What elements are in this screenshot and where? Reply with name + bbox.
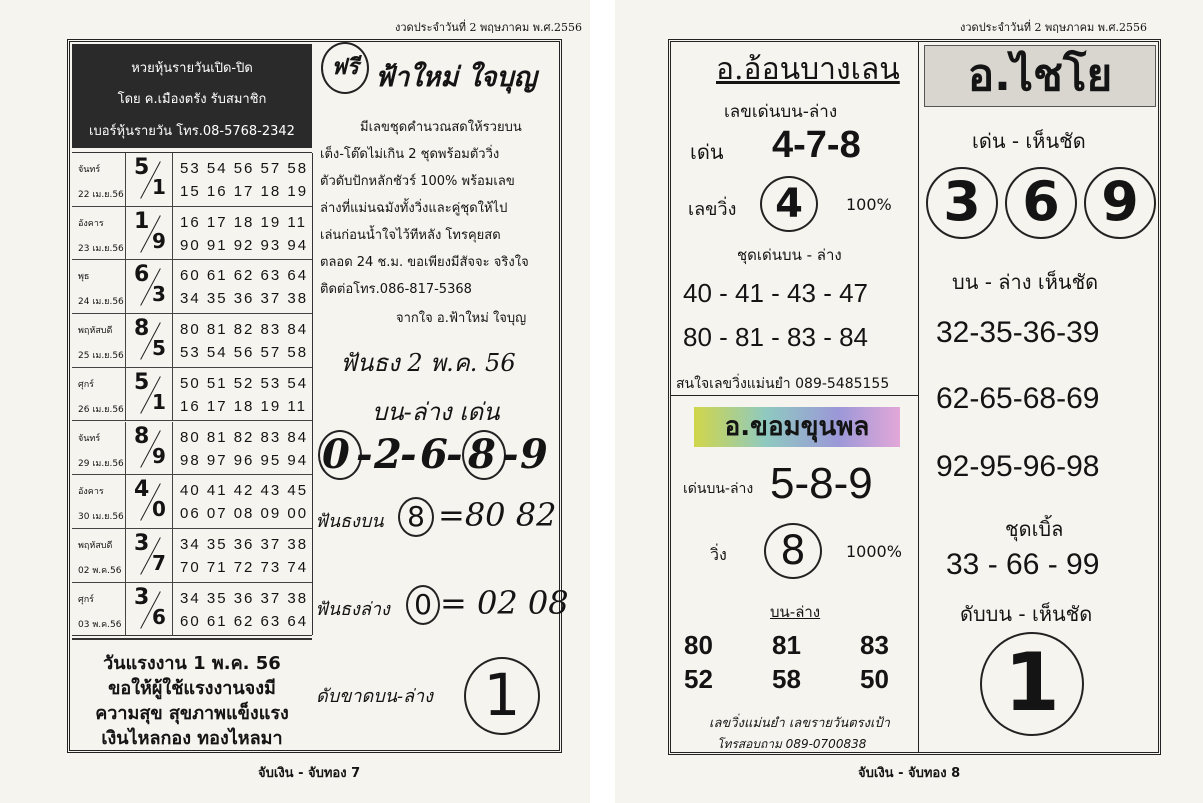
table-row [72, 260, 312, 314]
a-khom-num: 81 [772, 630, 801, 660]
row-digit-top: 3 [134, 584, 150, 610]
row-day: จันทร์ [78, 433, 101, 444]
row-day: พฤหัสบดี [78, 326, 113, 337]
row-numbers-top: 60 61 62 63 64 [180, 267, 309, 285]
a-chaiyo-circle: 9 [1084, 167, 1156, 239]
free-title: ฟ้าใหม่ ใจบุญ [375, 62, 537, 93]
row-numbers-top: 80 81 82 83 84 [180, 428, 309, 446]
row-numbers-bottom: 90 91 92 93 94 [180, 236, 309, 254]
a-khom-run-label: วิ่ง [710, 545, 727, 564]
hand-digit: 0 [322, 431, 350, 478]
a-on-lead-value: 4-7-8 [772, 124, 861, 166]
table-row [72, 207, 312, 261]
cell-divider [172, 583, 173, 637]
a-chaiyo-line-2: 62-65-68-69 [936, 382, 1100, 415]
row-digit-top: 6 [134, 262, 150, 288]
row-digit-pair [132, 260, 168, 313]
ad-line-1: หวยหุ้นรายวันเปิด-ปิด [131, 61, 253, 76]
paragraph-line-5: เล่นก่อนน้ำใจไว้ทีหลัง โทรคุยสด [320, 228, 501, 243]
ad-line-3: เบอร์หุ้นรายวัน โทร.08-5768-2342 [89, 124, 295, 139]
row-numbers-bottom: 70 71 72 73 74 [180, 558, 309, 576]
row-numbers-top: 80 81 82 83 84 [180, 321, 309, 339]
row-digit-pair [132, 314, 168, 367]
paragraph-line-4: ล่างที่แม่นฉมังทั้งวิ่งและคู่ชุดให้ไป [320, 201, 508, 216]
row-date: 23 เม.ย.56 [78, 243, 124, 254]
table-row [72, 368, 312, 422]
row-digit-pair [132, 207, 168, 260]
a-on-title: อ.อ้อนบางเลน [716, 52, 900, 87]
a-on-lead-label: เด่น [690, 140, 724, 164]
cell-divider [125, 475, 126, 528]
page-header: งวดประจำวันที่ 2 พฤษภาคม พ.ศ.2556 [395, 21, 582, 34]
table-row [72, 153, 312, 207]
cell-divider [125, 422, 126, 475]
a-khom-num: 50 [860, 664, 889, 694]
page-footer: จับเงิน - จับทอง 8 [858, 766, 961, 781]
row-day: ศุกร์ [78, 594, 94, 605]
cell-divider [172, 368, 173, 421]
a-chaiyo-circle: 3 [926, 167, 998, 239]
a-chaiyo-tb-label: บน - ล่าง เห็นชัด [952, 270, 1099, 294]
row-numbers-top: 16 17 18 19 11 [180, 213, 307, 231]
labor-line-1: วันแรงงาน 1 พ.ค. 56 [103, 653, 281, 674]
row-digit-bottom: 1 [152, 175, 166, 199]
cell-divider [125, 153, 126, 206]
a-khom-tb-label: บน-ล่าง [770, 603, 821, 621]
paragraph-line-2: เต็ง-โต๊ดไม่เกิน 2 ชุดพร้อมตัววิ่ง [320, 147, 500, 162]
ad-line-2: โดย ค.เมืองตรัง รับสมาชิก [117, 92, 267, 107]
paragraph-line-7: ติดต่อโทร.086-817-5368 [320, 282, 472, 297]
row-date: 29 เม.ย.56 [78, 458, 124, 469]
row-numbers-top: 40 41 42 43 45 [180, 482, 309, 500]
a-khom-lead-value: 5-8-9 [770, 459, 873, 508]
cell-divider [125, 583, 126, 637]
row-numbers-bottom: 60 61 62 63 64 [180, 612, 309, 630]
a-khom-num: 52 [684, 664, 713, 694]
cell-divider [125, 529, 126, 582]
upper-value: =80 82 [438, 496, 557, 534]
a-on-run-pct: 100% [846, 195, 892, 214]
row-digit-bottom: 3 [152, 282, 166, 307]
row-digit-pair [132, 475, 168, 528]
cell-divider [172, 207, 173, 260]
row-digit-top: 8 [134, 316, 150, 342]
cell-divider [125, 207, 126, 260]
row-digit-top: 4 [134, 477, 150, 503]
row-date: 24 เม.ย.56 [78, 297, 124, 308]
row-numbers-bottom: 06 07 08 09 00 [180, 505, 309, 523]
table-row [72, 583, 312, 637]
row-digit-bottom: 0 [152, 497, 166, 522]
row-digit-bottom: 1 [152, 389, 166, 414]
a-khom-lead-label: เด่นบน-ล่าง [683, 481, 754, 497]
row-date: 26 เม.ย.56 [78, 404, 124, 415]
row-digit-bottom: 9 [152, 443, 166, 468]
cell-divider [125, 260, 126, 313]
a-chaiyo-cut-digit: 1 [980, 632, 1084, 736]
row-numbers-top: 50 51 52 53 54 [180, 374, 309, 392]
hand-top-bottom-label: บน-ล่าง เด่น [372, 398, 500, 426]
table-row [72, 422, 312, 476]
table-right-border [312, 153, 313, 635]
row-date: 22 เม.ย.56 [78, 190, 124, 200]
row-date: 30 เม.ย.56 [78, 512, 124, 523]
page-footer: จับเงิน - จับทอง 7 [258, 766, 361, 781]
cell-divider [172, 529, 173, 582]
row-numbers-bottom: 53 54 56 57 58 [180, 344, 309, 362]
row-numbers-bottom: 98 97 96 95 94 [180, 451, 309, 469]
a-chaiyo-double-label: ชุดเบิ้ล [1005, 517, 1064, 541]
cell-divider [172, 260, 173, 313]
table-row [72, 475, 312, 529]
signature: จากใจ อ.ฟ้าใหม่ ใจบุญ [396, 311, 527, 326]
lower-value: = 02 08 [440, 584, 569, 622]
hand-digit: 9 [520, 431, 548, 478]
table-row [72, 314, 312, 368]
a-chaiyo-line-1: 32-35-36-39 [936, 316, 1100, 349]
upper-digit-circle: 8 [398, 497, 434, 537]
row-numbers-top: 34 35 36 37 38 [180, 535, 309, 553]
hand-digit: 6 [420, 431, 448, 478]
a-on-set-label: ชุดเด่นบน - ล่าง [737, 246, 842, 264]
a-khom-num: 58 [772, 664, 801, 694]
cell-divider [172, 153, 173, 206]
hand-digit: 2 [374, 431, 402, 478]
a-khom-num: 80 [684, 630, 713, 660]
a-on-contact: สนใจเลขวิ่งแม่นยำ 089-5485155 [676, 376, 890, 392]
a-on-subtitle: เลขเด่นบน-ล่าง [724, 102, 838, 122]
cut-label: ดับขาดบน-ล่าง [316, 686, 433, 707]
hand-dash: - [356, 431, 373, 478]
column-divider [918, 42, 919, 752]
row-digit-top: 5 [134, 155, 150, 180]
row-numbers-top: 34 35 36 37 38 [180, 589, 309, 607]
row-day: ศุกร์ [78, 379, 94, 390]
cell-divider [172, 475, 173, 528]
row-digit-pair [132, 368, 168, 421]
row-date: 03 พ.ค.56 [78, 619, 122, 630]
row-numbers-bottom: 15 16 17 18 19 [180, 183, 309, 200]
row-day: อังคาร [78, 218, 104, 229]
paragraph-line-3: ตัวดับปักหลักชัวร์ 100% พร้อมเลข [320, 174, 515, 189]
row-digit-bottom: 9 [152, 228, 166, 253]
section-divider [671, 395, 918, 396]
a-chaiyo-title: อ.ไชโย [924, 45, 1156, 107]
stats-table [72, 152, 312, 636]
a-khom-title: อ.ขอมขุนพล [694, 407, 900, 447]
cell-divider [125, 368, 126, 421]
labor-line-3: ความสุข สุขภาพแข็งแรง [95, 703, 289, 724]
labor-day-box [72, 638, 312, 748]
row-numbers-bottom: 16 17 18 19 11 [180, 397, 307, 415]
a-chaiyo-double-value: 33 - 66 - 99 [946, 548, 1100, 581]
paragraph-line-1: มีเลขชุดคำนวณสดให้รวยบน [360, 120, 522, 135]
a-chaiyo-line-3: 92-95-96-98 [936, 450, 1100, 483]
upper-label: ฟันธงบน [315, 511, 384, 532]
hand-digit: 8 [468, 431, 496, 478]
row-digit-bottom: 5 [152, 336, 166, 361]
row-digit-bottom: 6 [152, 604, 166, 629]
hand-date: ฟันธง 2 พ.ค. 56 [340, 349, 516, 377]
cell-divider [172, 314, 173, 367]
labor-line-2: ขอให้ผู้ใช้แรงงานจงมี [108, 678, 276, 699]
a-on-set-2: 80 - 81 - 83 - 84 [683, 322, 868, 352]
row-digit-top: 5 [134, 369, 150, 395]
cell-divider [125, 314, 126, 367]
row-numbers-top: 53 54 56 57 58 [180, 160, 309, 177]
table-row [72, 529, 312, 583]
a-on-run-label: เลขวิ่ง [688, 199, 737, 220]
hand-dash: - [502, 431, 519, 478]
free-badge: ฟรี [321, 42, 369, 94]
a-khom-run-digit: 8 [764, 523, 822, 579]
row-date: 25 เม.ย.56 [78, 351, 124, 362]
page-header: งวดประจำวันที่ 2 พฤษภาคม พ.ศ.2556 [960, 21, 1147, 34]
a-chaiyo-circle: 6 [1005, 167, 1077, 239]
a-chaiyo-cut-label: ดับบน - เห็นชัด [960, 602, 1093, 626]
a-chaiyo-lead-label: เด่น - เห็นชัด [972, 129, 1086, 153]
lower-label: ฟันธงล่าง [315, 599, 390, 620]
row-digit-pair [132, 529, 168, 582]
row-day: พฤหัสบดี [78, 540, 113, 551]
labor-line-4: เงินไหลกอง ทองไหลมา [101, 728, 283, 749]
a-on-set-1: 40 - 41 - 43 - 47 [683, 278, 868, 308]
row-date: 02 พ.ค.56 [78, 565, 122, 576]
hand-dash: - [446, 431, 463, 478]
a-on-run-digit: 4 [760, 176, 818, 232]
page-gutter [590, 0, 615, 803]
cell-divider [172, 422, 173, 475]
paragraph-line-6: ตลอด 24 ช.ม. ขอเพียงมีสัจจะ จริงใจ [320, 255, 529, 270]
stock-ad-box [72, 44, 312, 148]
row-digit-pair [132, 583, 168, 637]
row-digit-bottom: 7 [152, 550, 166, 575]
a-khom-num: 83 [860, 630, 889, 660]
a-khom-run-pct: 1000% [846, 542, 902, 561]
row-numbers-bottom: 34 35 36 37 38 [180, 290, 309, 308]
cut-digit-circle: 1 [464, 657, 540, 735]
row-day: อังคาร [78, 487, 104, 498]
row-day: จันทร์ [78, 165, 101, 175]
a-khom-note: เลขวิ่งแม่นยำ เลขรายวันตรงเป้า [709, 716, 890, 731]
lower-digit-circle: 0 [406, 585, 440, 625]
row-digit-top: 1 [134, 208, 150, 234]
row-digit-top: 8 [134, 423, 150, 449]
row-digit-top: 3 [134, 530, 150, 556]
row-digit-pair [132, 422, 168, 475]
hand-dash: - [400, 431, 417, 478]
left-page [0, 0, 590, 803]
row-day: พุธ [78, 272, 90, 283]
row-digit-pair [132, 153, 168, 206]
a-khom-phone: โทรสอบถาม 089-0700838 [717, 737, 867, 751]
